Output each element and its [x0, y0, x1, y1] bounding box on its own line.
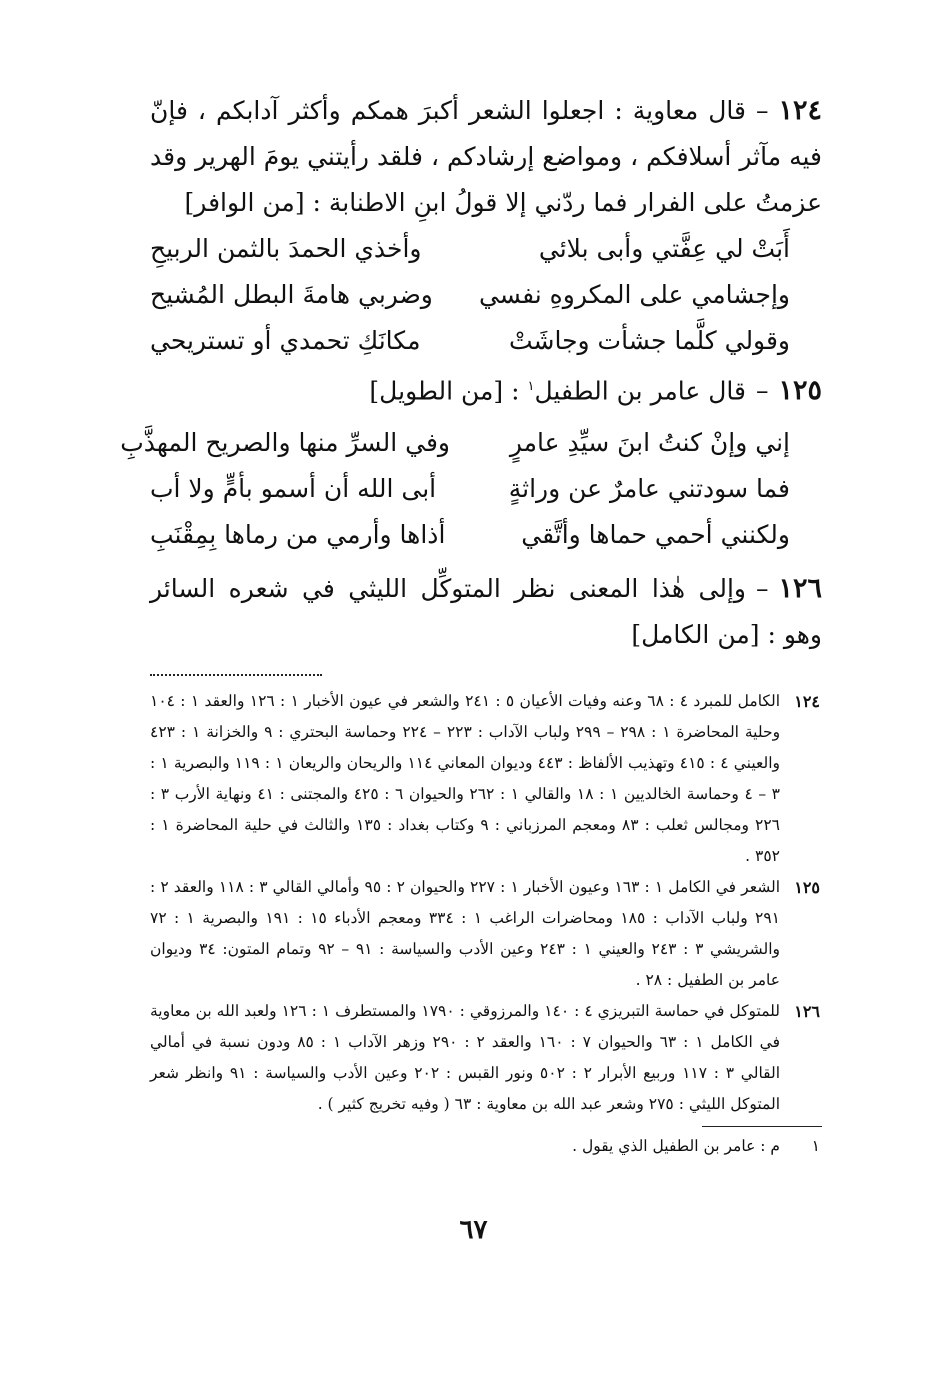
- hemistich-first: ولكنني أحمي حماها وأتَّقي: [521, 520, 790, 550]
- entry-dash: –: [756, 96, 769, 125]
- paragraph-124: [150, 88, 822, 226]
- apparatus-note: [150, 1131, 822, 1161]
- apparatus-number: ١: [811, 1137, 820, 1156]
- footnote-text: الشعر في الكامل ١ : ١٦٣ وعيون الأخبار ١ : ٢٢٧ والحيوان ٢ : ٩٥ وأمالي القالي ٣ : ١١٨ والعقد ٢ : ٢٩١ ولباب الآداب : ١٨٥ ومحاضرات الراغب ١ : ٣٣٤ ومعجم الأدباء ١٥ : ١٩١ والبصرية ١ : ٧٢ والشريشي ٣ : ٢٤٣ والعيني ١ : ٢٤٣ وعين الأدب والسياسة : ٩١ – ٩٢ وتمام المتون: ٣٤ وديوان عامر بن الطفيل : ٢٨ .: [150, 878, 781, 990]
- entry-dash: –: [755, 376, 769, 406]
- hemistich-second: وأخذي الحمدَ بالثمن الربيحِ: [150, 234, 422, 263]
- apparatus-separator: [702, 1126, 822, 1127]
- verse-line: [120, 420, 790, 466]
- verse-line: [150, 272, 790, 318]
- verse-line: [150, 512, 790, 558]
- hemistich-second: أذاها وأرمي من رماها بِمِقْنَبِ: [150, 520, 446, 550]
- hemistich-second: وفي السرِّ منها والصريح المهذَّبِ: [120, 428, 450, 458]
- footnote-text: الكامل للمبرد ٤ : ٦٨ وعنه وفيات الأعيان ٥ : ٢٤١ والشعر في عيون الأخبار ١ : ١٢٦ والعقد ١ : ١٠٤ وحلية المحاضرة ١ : ٢٩٨ – ٢٩٩ ولباب الآداب : ٢٢٣ – ٢٢٤ وحماسة البحتري : ٩ والخزانة ١ : ٤٢٣ والعيني ٤ : ٤١٥ وتهذيب الألفاظ : ٤٤٣ وديوان المعاني ١١٤ والريحان والريعان ١ : ١١٩ والبصرية ١ : ٣ – ٤ وحماسة الخالديين ١ : ١٨ والقالي ١ : ٢٦٢ والحيوان ٦ : ٤٢٥ والمجتنى : ٤١ ونهاية الأرب ٣ : ٢٢٦ ومجالس ثعلب : ٨٣ ومعجم المرزباني : ٩ وكتاب بغداد : ١٣٥ والثالث في حلية المحاضرة ١ : ٣٥٢ .: [150, 692, 781, 866]
- hemistich-first: إني وإنْ كنتُ ابنَ سيِّدِ عامرٍ: [509, 428, 790, 458]
- hemistich-first: فما سودتني عامرٌ عن وراثةٍ: [508, 474, 790, 504]
- hemistich-second: أبى الله أن أسمو بأمٍّ ولا أب: [150, 474, 437, 504]
- paragraph-126: [150, 566, 822, 658]
- footnote-ref: ١: [527, 379, 535, 394]
- poem-124: [150, 226, 822, 364]
- entry-dash: –: [755, 574, 769, 604]
- paragraph-text: وإلى هٰذا المعنى نظر المتوكِّل الليثي في شعره السائر وهو :: [150, 574, 822, 650]
- footnote-number: ١٢٥: [794, 878, 820, 898]
- poem-125: [120, 420, 822, 558]
- hemistich-first: وإجشامي على المكروهِ نفسي: [478, 280, 790, 309]
- meter-label: [من الوافر]: [184, 188, 305, 217]
- colon: :: [511, 376, 528, 406]
- hemistich-second: مكانَكِ تحمدي أو تستريحي: [150, 326, 421, 355]
- paragraph-125: [150, 364, 822, 414]
- hemistich-first: أَبَتْ لي عِفَّتي وأبى بلائي: [538, 234, 790, 263]
- footnote-text: للمتوكل في حماسة التبريزي ٤ : ١٤٠ والمرزوقي : ١٧٩٠ والمستطرف ١ : ١٢٦ ولعبد الله بن معاوية في الكامل ١ : ٦٣ والحيوان ٧ : ١٦٠ والعقد ٢ : ٢٩٠ وزهر الآداب ١ : ٨٥ ودون نسبة في أمالي القالي ٣ : ١١٧ وربيع الأبرار ٢ : ٥٠٢ ونور القبس : ٢٠٢ وعين الأدب والسياسة : ٩١ وانظر شعر المتوكل الليثي : ٢٧٥ وشعر عبد الله بن معاوية : ٦٣ ( وفيه تخريج كثير ) .: [150, 1002, 781, 1114]
- meter-label: [من الطويل]: [369, 376, 504, 406]
- verse-line: [150, 226, 790, 272]
- hemistich-second: وضربي هامةَ البطل المُشيح: [150, 280, 433, 309]
- paragraph-text: قال عامر بن الطفيل: [534, 376, 746, 406]
- footnote-number: ١٢٦: [794, 1002, 820, 1022]
- apparatus-text: م : عامر بن الطفيل الذي يقول .: [572, 1137, 780, 1156]
- entry-number: ١٢٦: [778, 573, 822, 605]
- footnote-number: ١٢٤: [794, 692, 820, 712]
- entry-number: ١٢٥: [778, 375, 822, 407]
- page-number: ٦٧: [459, 1215, 488, 1245]
- hemistich-first: وقولي كلَّما جشأت وجاشَتْ: [508, 326, 790, 355]
- verse-line: [150, 466, 790, 512]
- footnote-124: [150, 686, 822, 872]
- meter-label: [من الكامل]: [631, 620, 760, 650]
- page-body: [120, 88, 823, 1161]
- footnote-125: [150, 872, 822, 996]
- verse-line: [150, 318, 790, 364]
- footnote-126: [150, 996, 822, 1120]
- entry-number: ١٢٤: [778, 95, 823, 126]
- paragraph-text: قال معاوية : اجعلوا الشعر أكبرَ همكم وأكثر آدابكم ، فإنّ فيه مآثر أسلافكم ، ومواضع إرشادكم ، فلقد رأيتني يومَ الهرير وقد عزمتُ على الفرار فما ردّني إلا قولُ ابنِ الاطنابة :: [150, 96, 822, 217]
- footnote-separator: [150, 674, 322, 676]
